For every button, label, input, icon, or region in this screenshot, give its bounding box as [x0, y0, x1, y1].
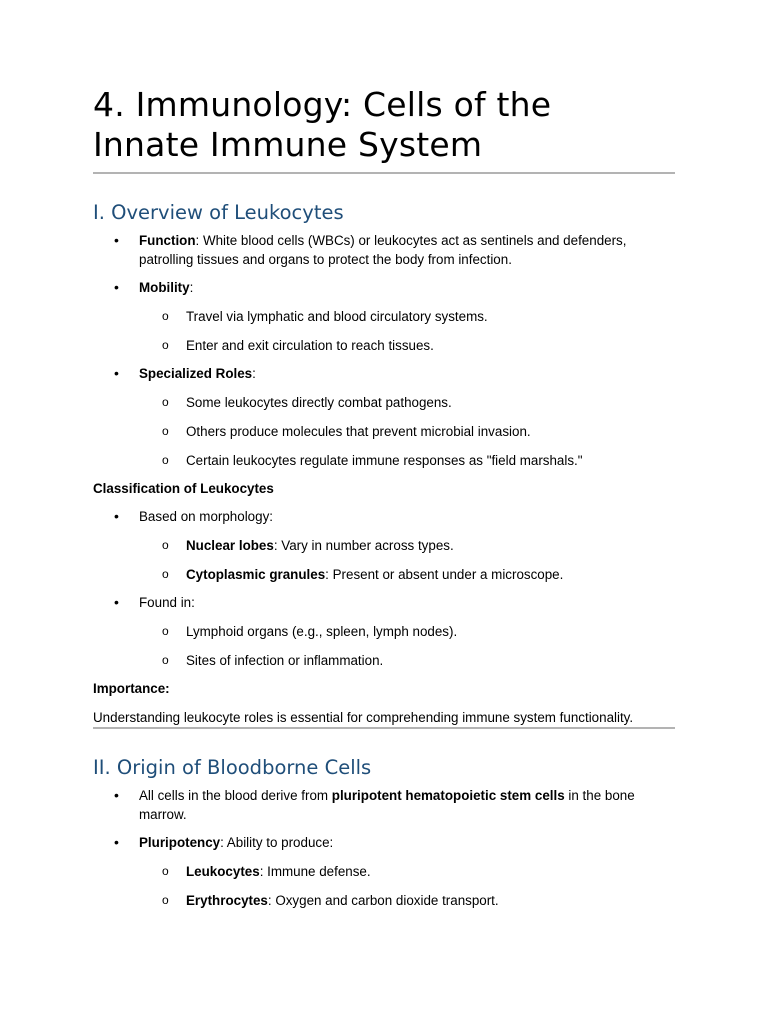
- pluripotency-sublist: [139, 862, 675, 910]
- roles-suffix: :: [252, 366, 256, 381]
- mobility-sublist: [139, 307, 675, 355]
- list-item-granules: [93, 565, 675, 584]
- page-title: [93, 85, 675, 165]
- roles-label: Specialized Roles: [139, 366, 253, 381]
- list-item-leukocytes: [93, 862, 675, 881]
- eryth-label: Erythrocytes: [186, 893, 268, 908]
- classification-heading: Classification of Leukocytes: [93, 481, 274, 496]
- list-item-erythrocytes: [93, 891, 675, 910]
- roles-sublist: [139, 393, 675, 470]
- list-item-nuclear-lobes: [93, 536, 675, 555]
- title-line-1: 4. Immunology: Cells of the: [93, 85, 552, 124]
- list-item-function: [93, 231, 675, 269]
- list-item: o Sites of infection or inflammation.: [93, 651, 675, 670]
- importance-heading: Importance:: [93, 681, 170, 696]
- eryth-text: : Oxygen and carbon dioxide transport.: [267, 893, 499, 908]
- list-item: o Enter and exit circulation to reach tissues.: [93, 336, 675, 355]
- found-sublist: [139, 622, 675, 670]
- list-item-pluripotency: [93, 833, 675, 910]
- mobility-label: Mobility: [139, 280, 190, 295]
- list-item: o Lymphoid organs (e.g., spleen, lymph nodes).: [93, 622, 675, 641]
- pluri-text: : Ability to produce:: [220, 835, 334, 850]
- mobility-suffix: :: [189, 280, 194, 295]
- title-divider: [93, 172, 675, 174]
- function-label: Function: [139, 233, 196, 248]
- classification-list: [93, 507, 675, 670]
- found-text: Found in:: [139, 595, 195, 610]
- importance-text: Understanding leukocyte roles is essential for comprehending immune system functionality.: [93, 710, 634, 725]
- section-heading-origin: II. Origin of Bloodborne Cells: [93, 756, 372, 779]
- list-item-origin: [93, 786, 675, 824]
- list-item-mobility: [93, 278, 675, 355]
- list-item-found-in: [93, 593, 675, 670]
- section-divider: [93, 727, 675, 729]
- list-item: o Some leukocytes directly combat pathogens.: [93, 393, 675, 412]
- leuko-label: Leukocytes: [186, 864, 260, 879]
- overview-list: [93, 231, 675, 470]
- list-item-roles: [93, 364, 675, 470]
- list-item: o Others produce molecules that prevent microbial invasion.: [93, 422, 675, 441]
- leuko-text: : Immune defense.: [259, 864, 371, 879]
- morphology-text: Based on morphology:: [139, 509, 273, 524]
- list-item: o Certain leukocytes regulate immune responses as "field marshals.": [93, 451, 675, 470]
- origin-pre: All cells in the blood derive from: [139, 788, 332, 803]
- section-heading-overview: I. Overview of Leukocytes: [93, 201, 344, 224]
- origin-list: [93, 786, 675, 910]
- morphology-sublist: [139, 536, 675, 584]
- document-page: [93, 85, 675, 910]
- granules-label: Cytoplasmic granules: [186, 567, 326, 582]
- nuclear-label: Nuclear lobes: [186, 538, 274, 553]
- origin-bold: pluripotent hematopoietic stem cells: [331, 788, 565, 803]
- list-item-morphology: [93, 507, 675, 584]
- origin-post: in the bone marrow.: [139, 788, 635, 822]
- list-item: o Travel via lymphatic and blood circulatory systems.: [93, 307, 675, 326]
- function-text: : White blood cells (WBCs) or leukocytes act as sentinels and defenders, patrolling tissues and organs to protect the body from infection.: [139, 233, 627, 267]
- nuclear-text: : Vary in number across types.: [273, 538, 454, 553]
- granules-text: : Present or absent under a microscope.: [325, 567, 564, 582]
- pluri-label: Pluripotency: [139, 835, 221, 850]
- title-line-2: Innate Immune System: [93, 125, 483, 164]
